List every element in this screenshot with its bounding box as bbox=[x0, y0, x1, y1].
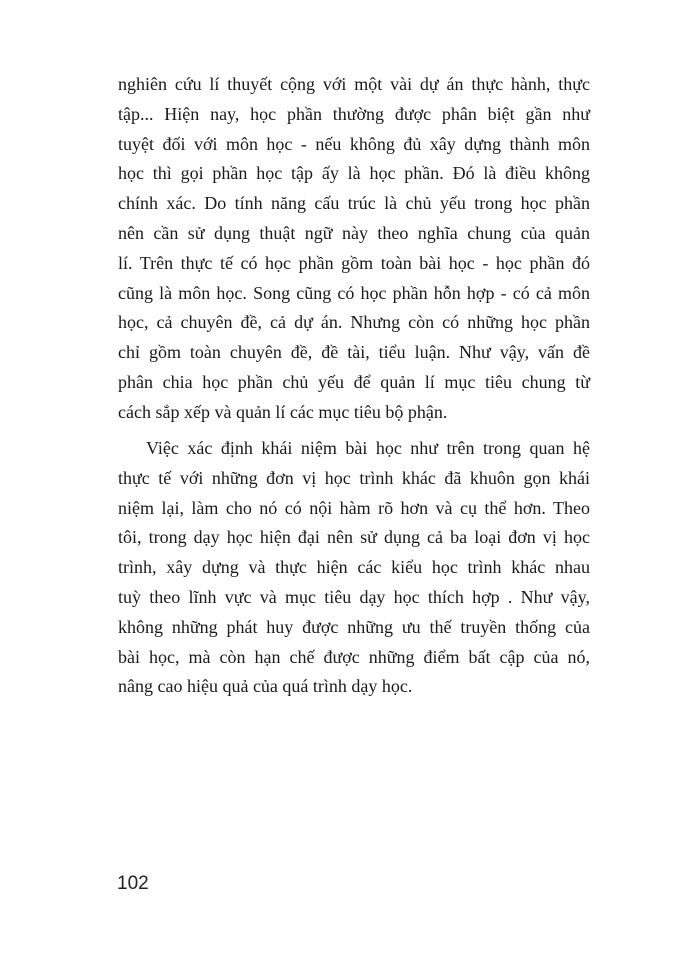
text-line: chính xác. Do tính năng cấu trúc là chủ yếu trong học phần bbox=[118, 193, 590, 214]
text-line: lí. Trên thực tế có học phần gồm toàn bài học - học phần đó bbox=[118, 252, 590, 273]
paragraph-2 bbox=[118, 434, 590, 702]
text-line: học, cả chuyên đề, cả dự án. Nhưng còn có những học phần bbox=[118, 312, 590, 333]
text-line: nâng cao hiệu quả của quá trình dạy học. bbox=[118, 676, 413, 697]
text-line: nghiên cứu lí thuyết cộng với một vài dự án thực hành, thực bbox=[118, 74, 590, 94]
paragraph-1 bbox=[118, 70, 590, 428]
text-line: niệm lại, làm cho nó có nội hàm rõ hơn và cụ thể hơn. Theo bbox=[118, 497, 590, 518]
text-line: phân chia học phần chủ yếu để quản lí mục tiêu chung từ bbox=[118, 371, 590, 392]
text-line: thực tế với những đơn vị học trình khác đã khuôn gọn khái bbox=[118, 467, 590, 488]
text-line: không những phát huy được những ưu thế truyền thống của bbox=[118, 616, 590, 637]
text-line: trình, xây dựng và thực hiện các kiểu học trình khác nhau bbox=[118, 557, 590, 578]
text-line: cũng là môn học. Song cũng có học phần hỗn hợp - có cả môn bbox=[118, 282, 590, 303]
text-line: nên cần sử dụng thuật ngữ này theo nghĩa chung của quản bbox=[118, 222, 590, 243]
text-line: cách sắp xếp và quản lí các mục tiêu bộ phận. bbox=[118, 401, 448, 422]
text-line: bài học, mà còn hạn chế được những điểm bất cập của nó, bbox=[118, 646, 590, 667]
text-line: học thì gọi phần học tập ấy là học phần. Đó là điều không bbox=[118, 163, 590, 184]
text-line: tuyệt đối với môn học - nếu không đủ xây dựng thành môn bbox=[118, 133, 590, 154]
text-line: Việc xác định khái niệm bài học như trên trong quan hệ bbox=[146, 438, 590, 458]
text-line: chỉ gồm toàn chuyên đề, đề tài, tiểu luận. Như vậy, vấn đề bbox=[118, 342, 590, 363]
text-line: tôi, trong dạy học hiện đại nên sử dụng cả ba loại đơn vị học bbox=[118, 527, 590, 548]
text-line: tập... Hiện nay, học phần thường được phân biệt gần như bbox=[118, 103, 590, 124]
text-line: tuỳ theo lĩnh vực và mục tiêu dạy học thích hợp . Như vậy, bbox=[118, 586, 590, 607]
page-number: 102 bbox=[117, 873, 149, 894]
